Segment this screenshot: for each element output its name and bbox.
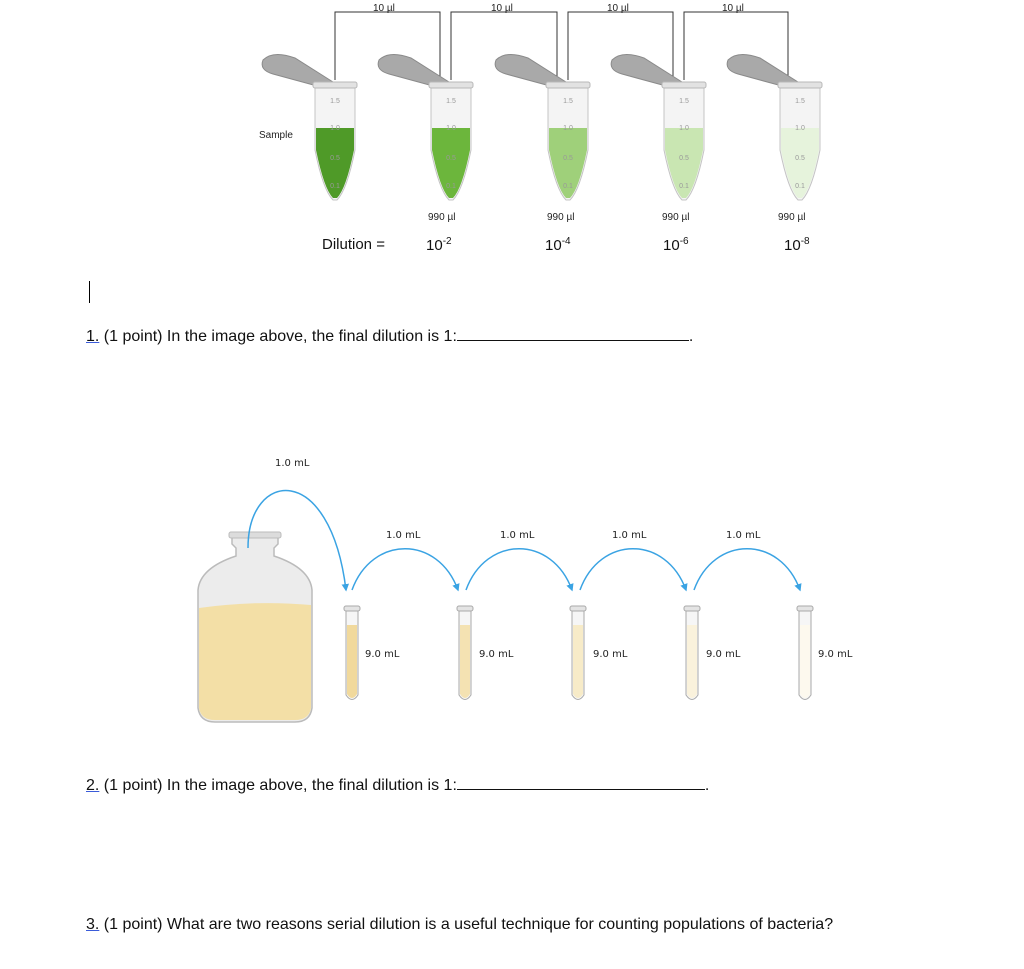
question-2	[86, 775, 709, 795]
dilution-value-3: $10^{-6}$	[663, 236, 689, 254]
volume-label-4: 990 µl	[778, 212, 806, 223]
graduation-mark: 1.0	[795, 125, 805, 132]
graduation-mark: 1.5	[563, 98, 573, 105]
volume-label-1: 990 µl	[428, 212, 456, 223]
graduation-mark: 1.0	[679, 125, 689, 132]
question-3-text: (1 point) What are two reasons serial dilution is a useful technique for counting populations of bacteria?	[99, 916, 834, 933]
graduation-mark: 0.5	[330, 155, 340, 162]
microtube-2	[378, 54, 473, 200]
test-tube-4	[684, 606, 700, 700]
tube-rim	[429, 82, 473, 88]
graduation-mark: 1.5	[795, 98, 805, 105]
question-3-number: 3.	[86, 916, 100, 933]
bottle-transfer-label: 1.0 mL	[275, 458, 310, 469]
transfer-label-2: 10 µl	[491, 3, 513, 14]
graduation-mark: 0.1	[795, 183, 805, 190]
transfer-arrow-1	[352, 549, 458, 590]
test-tube-liquid	[687, 625, 697, 698]
question-1-number: 1.	[86, 328, 100, 345]
answer-blank-1[interactable]	[457, 326, 689, 341]
tube-transfer-label-3: 1.0 mL	[612, 530, 647, 541]
test-tube-5	[797, 606, 813, 700]
test-tube-lip	[797, 606, 813, 611]
test-tube-2	[457, 606, 473, 700]
volume-label-2: 990 µl	[547, 212, 575, 223]
transfer-arrow-4	[694, 549, 800, 590]
graduation-mark: 0.5	[795, 155, 805, 162]
test-tube-lip	[344, 606, 360, 611]
microtube-3	[495, 54, 590, 200]
stock-bottle	[198, 532, 312, 722]
answer-blank-2[interactable]	[457, 775, 705, 790]
dilution-label: Dilution =	[322, 236, 385, 253]
graduation-mark: 0.1	[679, 183, 689, 190]
transfer-label-3: 10 µl	[607, 3, 629, 14]
question-2-number: 2.	[86, 777, 100, 794]
text-cursor	[89, 281, 90, 303]
tube-transfer-label-2: 1.0 mL	[500, 530, 535, 541]
dilution-value-4: $10^{-8}$	[784, 236, 810, 254]
test-tube-3	[570, 606, 586, 700]
graduation-mark: 1.0	[330, 125, 340, 132]
transfer-label-1: 10 µl	[373, 3, 395, 14]
graduation-mark: 0.1	[446, 183, 456, 190]
graduation-mark: 1.5	[446, 98, 456, 105]
tube-cap	[727, 54, 798, 86]
question-3	[86, 916, 833, 934]
tube-cap	[378, 54, 449, 86]
test-tube-1	[344, 606, 360, 700]
tube-rim	[662, 82, 706, 88]
tube-cap	[611, 54, 682, 86]
tube-volume-label-5: 9.0 mL	[818, 649, 853, 660]
microtube-1	[262, 54, 357, 200]
tube-rim	[778, 82, 822, 88]
transfer-arrow-3	[580, 549, 686, 590]
question-1-text: (1 point) In the image above, the final dilution is 1:	[99, 328, 457, 345]
transfer-label-4: 10 µl	[722, 3, 744, 14]
question-1	[86, 326, 693, 346]
tube-rim	[546, 82, 590, 88]
tube-cap	[262, 54, 333, 86]
test-tube-lip	[457, 606, 473, 611]
transfer-arrow-2	[466, 549, 572, 590]
test-tube-liquid	[460, 625, 470, 698]
tube-volume-label-2: 9.0 mL	[479, 649, 514, 660]
test-tube-lip	[684, 606, 700, 611]
tube-volume-label-4: 9.0 mL	[706, 649, 741, 660]
graduation-mark: 0.1	[563, 183, 573, 190]
tube-volume-label-1: 9.0 mL	[365, 649, 400, 660]
test-tube-dilution-diagram	[0, 440, 1024, 740]
question-1-end: .	[688, 328, 694, 345]
test-tube-liquid	[800, 625, 810, 698]
graduation-mark: 1.5	[679, 98, 689, 105]
graduation-mark: 0.1	[330, 183, 340, 190]
graduation-mark: 0.5	[563, 155, 573, 162]
graduation-mark: 0.5	[446, 155, 456, 162]
test-tube-lip	[570, 606, 586, 611]
graduation-mark: 1.0	[563, 125, 573, 132]
test-tube-liquid	[573, 625, 583, 698]
sample-label: Sample	[259, 130, 293, 141]
graduation-mark: 1.5	[330, 98, 340, 105]
volume-label-3: 990 µl	[662, 212, 690, 223]
dilution-value-1: $10^{-2}$	[426, 236, 452, 254]
tube-rim	[313, 82, 357, 88]
dilution-value-2: $10^{-4}$	[545, 236, 571, 254]
question-2-text: (1 point) In the image above, the final dilution is 1:	[99, 777, 457, 794]
graduation-mark: 0.5	[679, 155, 689, 162]
tube-volume-label-3: 9.0 mL	[593, 649, 628, 660]
graduation-mark: 1.0	[446, 125, 456, 132]
microtube-4	[611, 54, 706, 200]
tube-cap	[495, 54, 566, 86]
microtube-dilution-diagram	[0, 0, 1024, 290]
test-tube-liquid	[347, 625, 357, 698]
microtube-5	[727, 54, 822, 200]
tube-transfer-label-1: 1.0 mL	[386, 530, 421, 541]
tube-transfer-label-4: 1.0 mL	[726, 530, 761, 541]
question-2-end: .	[704, 777, 710, 794]
